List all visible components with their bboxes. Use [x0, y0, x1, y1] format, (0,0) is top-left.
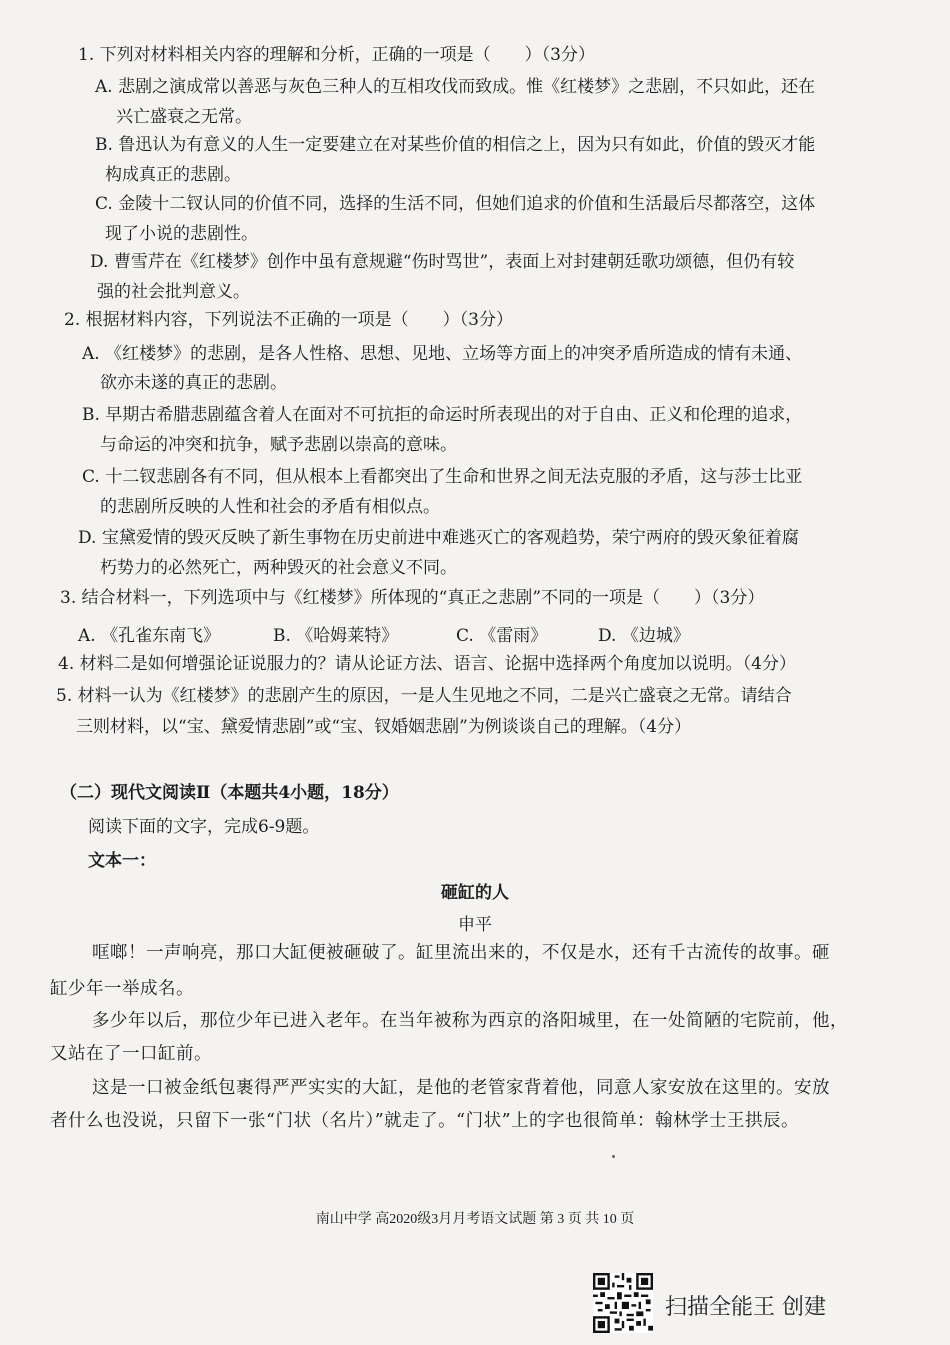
story-para2-line2: 又站在了一口缸前。: [50, 1044, 212, 1064]
q2-option-a-line2: 欲亦未遂的真正的悲剧。: [100, 373, 287, 393]
q1-option-a-line2: 兴亡盛衰之无常。: [116, 107, 252, 127]
story-para2-line1: 多少年以后，那位少年已进入老年。在当年被称为西京的洛阳城里，在一处简陋的宅院前，他，: [92, 1011, 848, 1031]
q3-option-a: A. 《孔雀东南飞》: [78, 626, 221, 646]
story-para3-line1: 这是一口被金纸包裹得严严实实的大缸，是他的老管家背着他，同意人家安放在这里的。安放: [92, 1078, 830, 1098]
section-instruction: 阅读下面的文字，完成6-9题。: [88, 817, 320, 837]
section-heading: （二）现代文阅读Ⅱ（本题共4小题，18分）: [60, 783, 399, 803]
q2-option-d-line1: D. 宝黛爱情的毁灭反映了新生事物在历史前进中难逃灭亡的客观趋势，荣宁两府的毁灭象征着腐: [78, 528, 799, 548]
q1-option-c-line1: C. 金陵十二钗认同的价值不同，选择的生活不同，但她们追求的价值和生活最后尽都落空，这体: [95, 194, 816, 214]
text-label: 文本一：: [88, 851, 156, 871]
story-author: 申平: [458, 915, 492, 935]
q1-option-d-line2: 强的社会批判意义。: [97, 282, 250, 302]
q3-stem: 3. 结合材料一，下列选项中与《红楼梦》所体现的“真正之悲剧”不同的一项是（ ）（3分）: [60, 588, 765, 608]
q2-option-b-line2: 与命运的冲突和抗争，赋予悲剧以崇高的意味。: [100, 435, 457, 455]
q2-option-d-line2: 朽势力的必然死亡，两种毁灭的社会意义不同。: [100, 558, 457, 578]
story-title: 砸缸的人: [441, 883, 509, 903]
q1-option-a-line1: A. 悲剧之演成常以善恶与灰色三种人的互相攻伐而致成。惟《红楼梦》之悲剧，不只如此，还在: [95, 77, 816, 97]
q1-option-c-line2: 现了小说的悲剧性。: [105, 224, 258, 244]
q1-option-b-line2: 构成真正的悲剧。: [105, 165, 241, 185]
q1-option-d-line1: D. 曹雪芹在《红楼梦》创作中虽有意规避“伤时骂世”，表面上对封建朝廷歌功颂德，但仍有较: [90, 252, 795, 272]
q5-line2: 三则材料，以“宝、黛爱情悲剧”或“宝、钗婚姻悲剧”为例谈谈自己的理解。（4分）: [76, 717, 692, 737]
q2-option-c-line1: C. 十二钗悲剧各有不同，但从根本上看都突出了生命和世界之间无法克服的矛盾，这与莎士比亚: [82, 467, 803, 487]
story-para1-line1: 哐啷！一声响亮，那口大缸便被砸破了。缸里流出来的，不仅是水，还有千古流传的故事。砸: [92, 943, 830, 963]
scanner-watermark: 扫描全能王 创建: [665, 1295, 826, 1320]
q2-stem: 2. 根据材料内容，下列说法不正确的一项是（ ）（3分）: [64, 310, 513, 330]
story-para3-line2: 者什么也没说，只留下一张“门状（名片）”就走了。“门状”上的字也很简单：翰林学士王拱辰。: [50, 1111, 800, 1131]
qr-code-icon: [593, 1273, 653, 1333]
scan-speck: [612, 1155, 615, 1158]
q1-stem: 1. 下列对材料相关内容的理解和分析，正确的一项是（ ）（3分）: [78, 45, 595, 65]
q2-option-b-line1: B. 早期古希腊悲剧蕴含着人在面对不可抗拒的命运时所表现出的对于自由、正义和伦理的追求，: [82, 405, 803, 425]
q3-options: [78, 621, 718, 646]
story-para1-line2: 缸少年一举成名。: [50, 979, 194, 999]
q2-option-c-line2: 的悲剧所反映的人性和社会的矛盾有相似点。: [100, 497, 440, 517]
q2-option-a-line1: A. 《红楼梦》的悲剧，是各人性格、思想、见地、立场等方面上的冲突矛盾所造成的情有未通、: [82, 344, 803, 364]
page-footer: 南山中学 高2020级3月月考语文试题 第 3 页 共 10 页: [315, 1212, 635, 1227]
q4-stem: 4. 材料二是如何增强论证说服力的？请从论证方法、语言、论据中选择两个角度加以说明。（4分）: [58, 654, 796, 674]
q3-option-d: D. 《边城》: [598, 626, 690, 646]
q3-option-b: B. 《哈姆莱特》: [273, 626, 399, 646]
q5-line1: 5. 材料一认为《红楼梦》的悲剧产生的原因，一是人生见地之不同，二是兴亡盛衰之无常。请结合: [56, 686, 792, 706]
q3-option-c: C. 《雷雨》: [456, 626, 548, 646]
q1-option-b-line1: B. 鲁迅认为有意义的人生一定要建立在对某些价值的相信之上，因为只有如此，价值的毁灭才能: [95, 135, 816, 155]
